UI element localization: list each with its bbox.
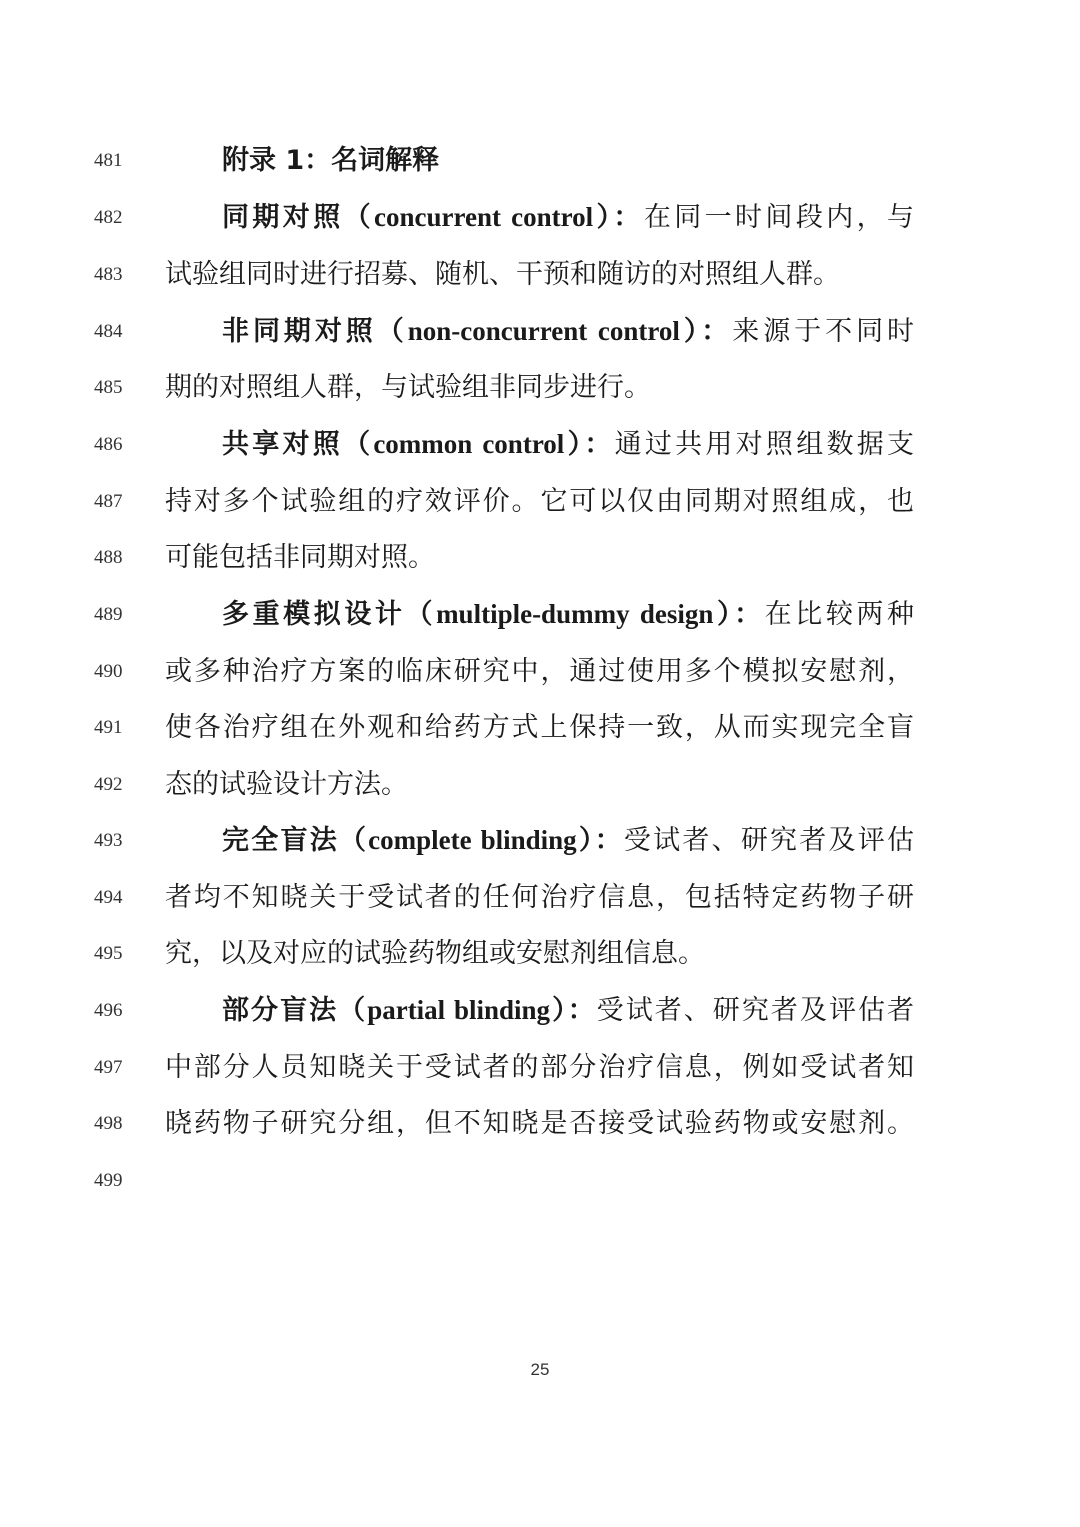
definition-text: 通过共用对照组数据支 — [614, 429, 914, 460]
line-number: 494 — [94, 887, 123, 908]
definition-text: 使各治疗组在外观和给药方式上保持一致，从而实现完全盲 — [165, 712, 914, 743]
text-line — [0, 756, 1080, 813]
text-line — [0, 699, 1080, 756]
term-line — [222, 416, 914, 473]
page-number: 25 — [530, 1360, 550, 1379]
text-line — [0, 1095, 1080, 1152]
term-en: （multiple-dummy design）： — [405, 599, 765, 629]
text-line — [0, 925, 1080, 982]
definition-text: 受试者、研究者及评估者 — [596, 995, 915, 1026]
definition-text: 来源于不同时 — [732, 316, 915, 347]
term-line — [222, 189, 914, 246]
definition-text: 究，以及对应的试验药物组或安慰剂组信息。 — [165, 938, 705, 969]
term-line — [222, 303, 914, 360]
text-line — [0, 359, 1080, 416]
text-line — [0, 1039, 1080, 1096]
text-line — [0, 1152, 1080, 1209]
text-line — [0, 982, 1080, 1039]
line-number: 488 — [94, 547, 123, 568]
definition-text: 态的试验设计方法。 — [165, 769, 408, 800]
term-cn: 部分盲法 — [222, 995, 339, 1026]
definition-text: 受试者、研究者及评估 — [623, 825, 914, 856]
definition-text: 期的对照组人群，与试验组非同步进行。 — [165, 372, 651, 403]
line-number: 492 — [94, 774, 123, 795]
definition-text: 试验组同时进行招募、随机、干预和随访的对照组人群。 — [165, 259, 840, 290]
term-en: （non-concurrent control）： — [376, 316, 733, 346]
term-cn: 多重模拟设计 — [222, 599, 406, 630]
text-line — [0, 416, 1080, 473]
line-number: 493 — [94, 830, 123, 851]
text-line — [0, 586, 1080, 643]
term-cn: 共享对照 — [222, 429, 344, 460]
line-number: 490 — [94, 661, 123, 682]
definition-text: 晓药物子研究分组，但不知晓是否接受试验药物或安慰剂。 — [165, 1108, 914, 1139]
term-cn: 非同期对照 — [222, 316, 377, 347]
term-cn: 完全盲法 — [222, 825, 339, 856]
line-number: 482 — [94, 207, 123, 228]
definition-text: 在比较两种 — [764, 599, 914, 630]
definition-text: 或多种治疗方案的临床研究中，通过使用多个模拟安慰剂， — [165, 656, 914, 687]
appendix-heading: 附录 1：名词解释 — [222, 145, 440, 176]
line-number: 487 — [94, 491, 123, 512]
line-number: 486 — [94, 434, 123, 455]
text-line — [0, 132, 1080, 189]
definition-text: 者均不知晓关于受试者的任何治疗信息，包括特定药物子研 — [165, 882, 914, 913]
text-line — [0, 189, 1080, 246]
line-number: 483 — [94, 264, 123, 285]
term-line — [222, 586, 914, 643]
text-line — [0, 869, 1080, 926]
text-line — [0, 812, 1080, 869]
definition-text: 中部分人员知晓关于受试者的部分治疗信息，例如受试者知 — [165, 1052, 914, 1083]
term-en: （concurrent control）： — [343, 202, 644, 232]
line-number: 481 — [94, 150, 123, 171]
line-number: 485 — [94, 377, 123, 398]
line-number: 491 — [94, 717, 123, 738]
definition-text: 在同一时间段内，与 — [643, 202, 915, 233]
text-line — [0, 303, 1080, 360]
definition-text: 可能包括非同期对照。 — [165, 542, 435, 573]
line-number: 495 — [94, 943, 123, 964]
term-line — [222, 982, 914, 1039]
text-line — [0, 529, 1080, 586]
line-number: 496 — [94, 1000, 123, 1021]
term-en: （common control）： — [343, 429, 615, 459]
line-number: 497 — [94, 1057, 123, 1078]
text-line — [0, 643, 1080, 700]
term-en: （complete blinding）： — [338, 825, 624, 855]
line-number: 484 — [94, 321, 123, 342]
term-cn: 同期对照 — [222, 202, 344, 233]
text-line — [0, 246, 1080, 303]
line-number: 499 — [94, 1170, 123, 1191]
term-line — [222, 812, 914, 869]
text-line — [0, 473, 1080, 530]
line-number: 498 — [94, 1113, 123, 1134]
definition-text: 持对多个试验组的疗效评价。它可以仅由同期对照组成，也 — [165, 486, 914, 517]
term-en: （partial blinding）： — [338, 995, 597, 1025]
line-number: 489 — [94, 604, 123, 625]
